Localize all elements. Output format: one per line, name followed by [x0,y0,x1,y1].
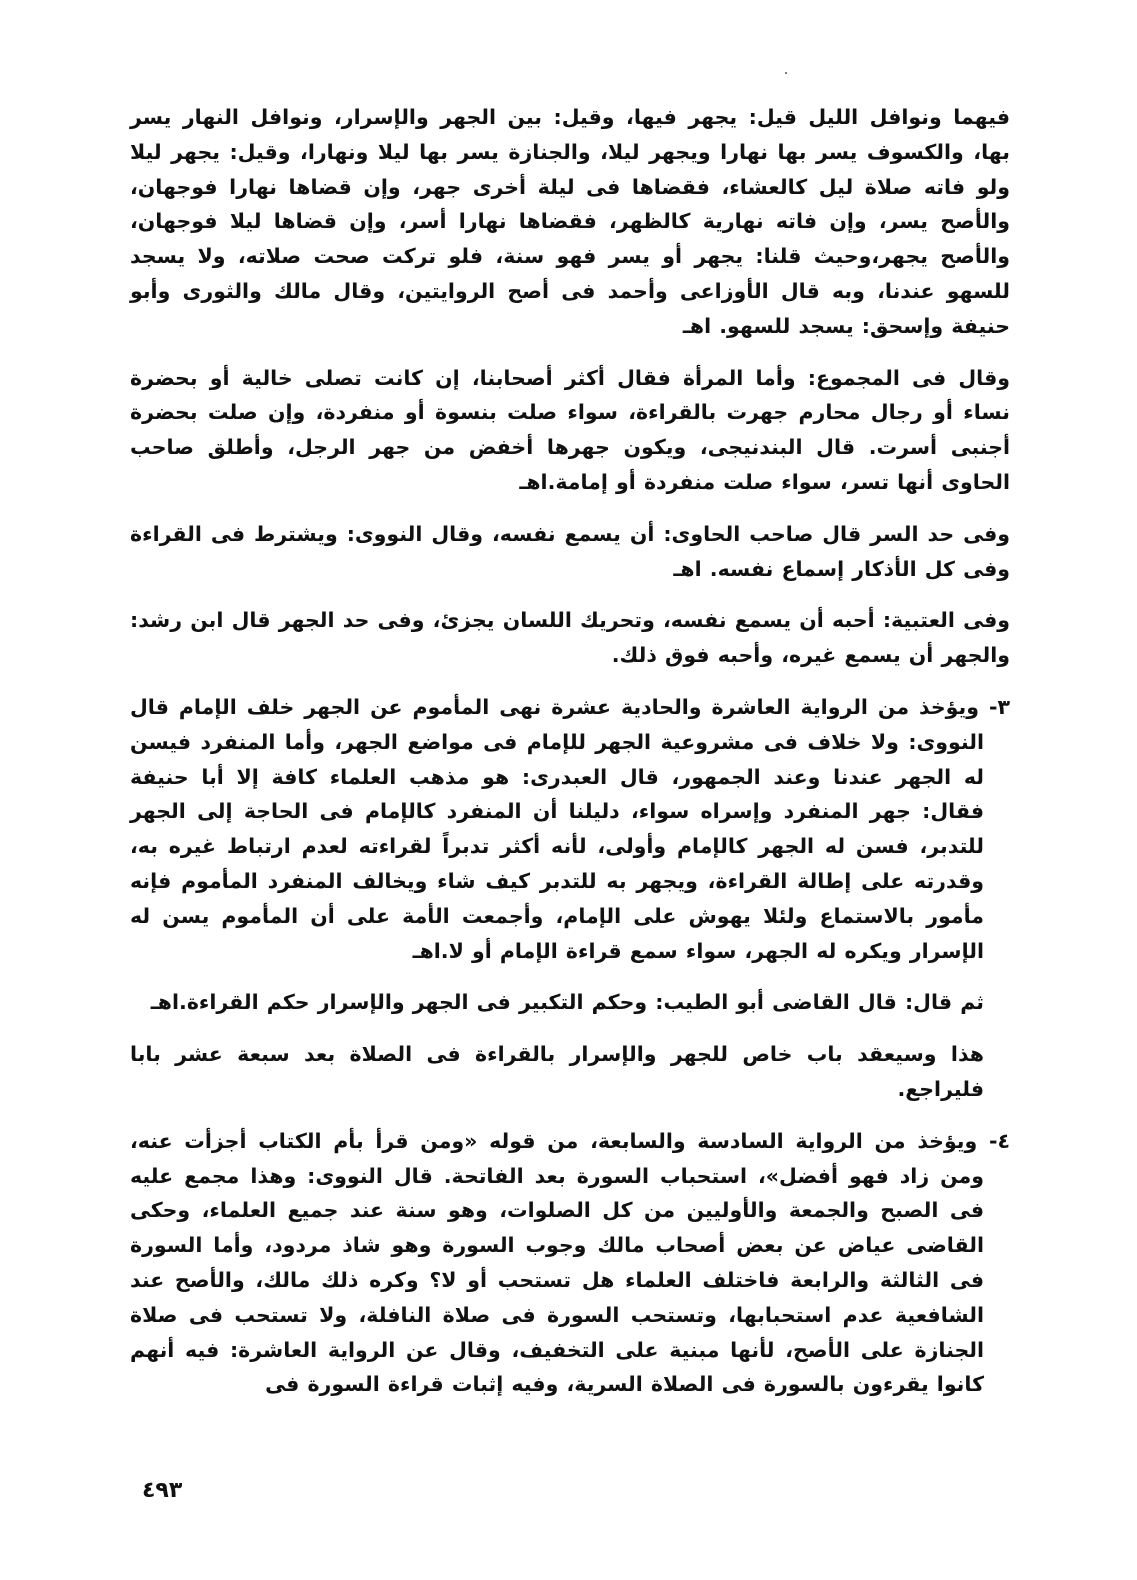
paragraph-continuation: فيهما ونوافل الليل قيل: يجهر فيها، وقيل: بين الجهر والإسرار، ونوافل النهار يسر بها، والكسوف يسر بها نهارا ويجهر ليلا، والجنازة يسر بها ليلا ونهارا، وقيل: يجهر ليلا ولو فاته صلاة ليل كالعشاء، فقضاها فى ليلة أخرى جهر، وإن قضاها نهارا فوجهان، والأصح يسر، وإن فاته نهارية كالظهر، فقضاها نهارا أسر، وإن قضاها ليلا فوجهان، والأصح يجهر،وحيث قلنا: يجهر أو يسر فهو سنة، فلو تركت صحت صلاته، ولا يسجد للسهو عندنا، وبه قال الأوزاعى وأحمد فى أصح الروايتين، وقال مالك والثورى وأبو حنيفة وإسحق: يسجد للسهو. اهـ [130,105,1010,338]
paragraph-majmu-women-recitation: وقال فى المجموع: وأما المرأة فقال أكثر أصحابنا، إن كانت تصلى خالية أو بحضرة نساء أو رجال محارم جهرت بالقراءة، سواء صلت بنسوة أو منفردة، وإن صلت بحضرة أجنبى أسرت. قال البندنيجى، ويكون جهرها أخفض من جهر الرجل، وأطلق صاحب الحاوى أنها تسر، سواء صلت منفردة أو إمامة.اهـ [130,365,1010,494]
paragraph-qadi-abu-tayyib: ثم قال: قال القاضى أبو الطيب: وحكم التكبير فى الجهر والإسرار حكم القراءة.اهـ [150,990,984,1015]
paragraph-utbiyya: وفى العتبية: أحبه أن يسمع نفسه، وتحريك اللسان يجزئ، وفى حد الجهر قال ابن رشد: والجهر أن يسمع غيره، وأحبه فوق ذلك. [130,608,1010,668]
numbered-paragraph-3 [130,690,1010,968]
paragraph-definition-silent: وفى حد السر قال صاحب الحاوى: أن يسمع نفسه، وقال النووى: ويشترط فى القراءة وفى كل الأذكار إسماع نفسه. اهـ [130,521,1010,581]
paragraph-number: ٣- [988,694,1010,719]
scan-artifact-dot [785,72,787,74]
paragraph-text: ويؤخذ من الرواية العاشرة والحادية عشرة نهى المأموم عن الجهر خلف الإمام قال النووى: ولا خلاف فى مشروعية الجهر للإمام فى مواضع الجهر، وأما المنفرد فيسن له الجهر عندنا وعند الجمهور، قال العبدرى: هو مذهب العلماء كافة إلا أبا حنيفة فقال: جهر المنفرد وإسراه سواء، دليلنا أن المنفرد كالإمام فى الحاجة إلى الجهر للتدبر، فسن له الجهر كالإمام وأولى، لأنه أكثر تدبراً لقراءته لعدم ارتباط غيره به، وقدرته على إطالة القراءة، ويجهر به للتدبر كيف شاء ويخالف المنفرد المأموم فإنه مأمور بالاستماع ولئلا يهوش على الإمام، وأجمعت الأمة على أن المأموم يسن له الإسرار ويكره له الجهر، سواء سمع قراءة الإمام أو لا.اهـ [130,694,984,963]
document-page [130,100,1010,1419]
paragraph-text: ويؤخذ من الرواية السادسة والسابعة، من قوله «ومن قرأ بأم الكتاب أجزأت عنه، ومن زاد فهو أفضل»، استحباب السورة بعد الفاتحة. قال النووى: وهذا مجمع عليه فى الصبح والجمعة والأوليين من كل الصلوات، وهو سنة عند جميع العلماء، وحكى القاضى عياض عن بعض أصحاب مالك وجوب السورة وهو شاذ مردود، وأما السورة فى الثالثة والرابعة فاختلف العلماء هل تستحب أو لا؟ وكره ذلك مالك، والأصح عند الشافعية عدم استحبابها، وتستحب السورة فى صلاة النافلة، ولا تستحب فى صلاة الجنازة على الأصح، لأنها مبنية على التخفيف، وقال عن الرواية العاشرة: فيه أنهم كانوا يقرءون بالسورة فى الصلاة السرية، وفيه إثبات قراءة السورة فى [130,1128,984,1397]
paragraph-number: ٤- [988,1128,1010,1153]
numbered-paragraph-4 [130,1124,1010,1402]
page-number: ٤٩٣ [142,1478,183,1503]
paragraph-cross-reference: هذا وسيعقد باب خاص للجهر والإسرار بالقراءة فى الصلاة بعد سبعة عشر بابا فليراجع. [130,1042,984,1101]
